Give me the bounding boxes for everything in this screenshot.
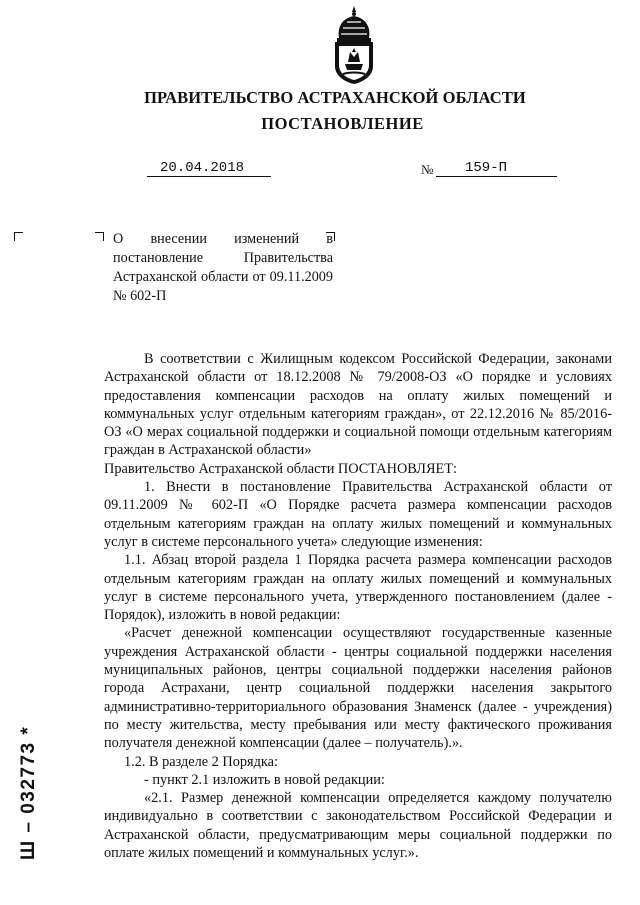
quote-1: «Расчет денежной компенсации осуществляют государственные казенные учреждения Астраханской области - центры социальной поддержки населения муниципальных районов, центры социальной поддержки населения районов города Астрахани, центр социальной поддержки населения закрытого административно-территориального образования Знаменск (далее - учреждения) по месту жительства, месту пребывания или месту фактического проживания получателя денежной компенсации (далее – получатель).». xyxy=(104,625,612,752)
government-title: ПРАВИТЕЛЬСТВО АСТРАХАНСКОЙ ОБЛАСТИ xyxy=(144,88,526,107)
item-1-1: 1.1. Абзац второй раздела 1 Порядка расчета размера компенсации расходов отдельным категориям граждан на оплату жилых помещений и коммунальных услуг в системе персонального учета, утвержденного постановлением (далее - Порядок), изложить в новой редакции: xyxy=(104,552,612,624)
document-date: 20.04.2018 xyxy=(160,160,245,176)
number-sign: № xyxy=(421,162,434,177)
document-body xyxy=(104,350,612,862)
item-1-2: 1.2. В разделе 2 Порядка: xyxy=(124,753,278,770)
subject-bracket-left xyxy=(95,232,104,241)
coat-of-arms-icon xyxy=(323,4,385,88)
resolution-statement: Правительство Астраханской области ПОСТАНОВЛЯЕТ: xyxy=(104,460,457,477)
document-number: 159-П xyxy=(465,160,508,176)
number-underline xyxy=(436,176,557,177)
item-1: 1. Внести в постановление Правительства Астраханской области от 09.11.2009 № 602-П «О Порядке расчета размера компенсации расходов отдельным категориям граждан на оплату жилых помещений и коммунальных услуг в системе персонального учета» следующие изменения: xyxy=(104,479,612,550)
intro-paragraph: В соответствии с Жилищным кодексом Российской Федерации, законами Астраханской области от 18.12.2008 № 79/2008-ОЗ «О порядке и условиях предоставления компенсации расходов на оплату жилых помещений и коммунальных услуг отдельным категориям граждан», от 22.12.2016 № 85/2016-ОЗ «О мерах социальной поддержки и социальной помощи отдельным категориям граждан в Астраханской области» xyxy=(104,351,612,459)
document-type-title: ПОСТАНОВЛЕНИЕ xyxy=(261,114,424,133)
page-corner-mark xyxy=(14,232,23,241)
date-underline xyxy=(147,176,271,177)
item-1-2-a: - пункт 2.1 изложить в новой редакции: xyxy=(144,771,385,788)
serial-stamp: Ш – 032773 * xyxy=(18,725,39,860)
quote-2: «2.1. Размер денежной компенсации определяется каждому получателю индивидуально в соответствии с законодательством Российской Федерации и Астраханской области, предусматривающим меры социальной поддержки по оплате жилых помещений и коммунальных услуг.». xyxy=(104,790,612,862)
document-subject: О внесении изменений в постановление Правительства Астраханской области от 09.11.2009 № 602-П xyxy=(113,231,333,304)
